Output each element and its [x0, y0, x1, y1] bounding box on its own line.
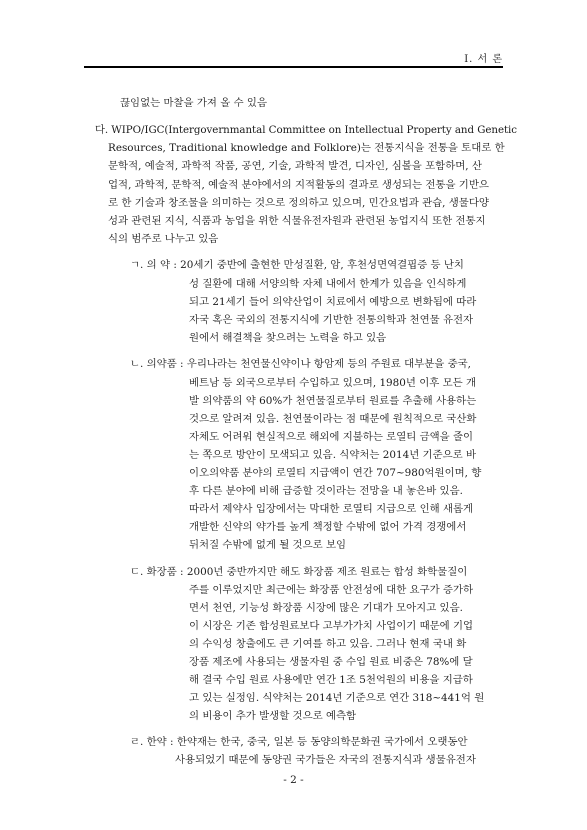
item-cosmetics-line: ㄷ. 화장품 : 2000년 중반까지만 해도 화장품 제조 원료는 합성 화학물질이 — [130, 566, 468, 578]
item-pharma-line: 발 의약품의 약 60%가 천연물질로부터 원료를 추출해 사용하는 — [189, 395, 477, 407]
section-da-line: Resources, Traditional knowledge and Folklore)는 전통지식을 전통을 토대로 한 — [108, 142, 505, 154]
item-pharma-line: 이오의약품 분야의 로열티 지급액이 연간 707~980억원이며, 향 — [189, 467, 482, 479]
section-da-line: 업적, 과학적, 문학적, 예술적 분야에서의 지적활동의 결과로 생성되는 전통을 기반으 — [108, 179, 489, 191]
section-da-line: 성과 관련된 지식, 식품과 농업을 위한 식물유전자원과 관련된 농업지식 또한 전통지 — [108, 215, 486, 227]
item-pharma-line: 는 쪽으로 방안이 모색되고 있음. 식약처는 2014년 기준으로 바 — [189, 449, 477, 461]
item-cosmetics-line: 고 있는 실정임. 식약처는 2014년 기준으로 연간 318~441억 원 — [189, 692, 485, 704]
item-pharma-line: 뒤처질 수밖에 없게 될 것으로 보임 — [189, 539, 347, 551]
item-herbal-line: 사용되었기 때문에 동양권 국가들은 자국의 전통지식과 생물유전자 — [175, 754, 476, 766]
item-pharma-line: 것으로 알려져 있음. 천연물이라는 점 때문에 원칙적으로 국산화 — [189, 413, 477, 425]
section-da-line: 로 한 기술과 창조물을 의미하는 것으로 정의하고 있으며, 민간요법과 관습, 생물다양 — [108, 197, 489, 209]
header-rule — [84, 66, 503, 68]
item-cosmetics-line: 장품 제조에 사용되는 생물자원 중 수입 원료 비중은 78%에 달 — [189, 656, 473, 668]
item-cosmetics-line: 주를 이루었지만 최근에는 화장품 안전성에 대한 요구가 증가하 — [189, 584, 474, 596]
item-medicine-line: 원에서 해결책을 찾으려는 노력을 하고 있음 — [189, 332, 387, 344]
section-da-line: 문학적, 예술적, 과학적 작품, 공연, 기술, 과학적 발견, 디자인, 심볼을 포함하며, 산 — [108, 160, 482, 172]
section-da-line: 식의 범주로 나누고 있음 — [108, 233, 219, 245]
item-cosmetics-line: 의 수익성 창출에도 큰 기여를 하고 있음. 그러나 현재 국내 화 — [189, 638, 467, 650]
item-pharma-line: 자체도 어려워 현실적으로 해외에 지불하는 로열티 금액을 줄이 — [189, 431, 474, 443]
item-cosmetics-line: 의 비용이 추가 발생할 것으로 예측함 — [189, 710, 357, 722]
section-da-line: 다. WIPO/IGC(Intergovernmantal Committee on Intellectual Property and Genetic — [95, 124, 517, 136]
item-medicine-line: 자국 혹은 국외의 전통지식에 기반한 전통의학과 천연물 유전자 — [189, 314, 474, 326]
item-medicine-line: 되고 21세기 들어 의약산업이 치료에서 예방으로 변화됨에 따라 — [189, 296, 477, 308]
item-pharma-line: 개발한 신약의 약가를 높게 책정할 수밖에 없어 가격 경쟁에서 — [189, 521, 467, 533]
item-pharma-line: 후 다른 분야에 비해 급증할 것이라는 전망을 내 놓은바 있음. — [189, 485, 463, 497]
page-number: - 2 - — [283, 774, 304, 786]
intro-tail-line: 끊임없는 마찰을 가져 올 수 있음 — [120, 97, 267, 109]
item-herbal-line: ㄹ. 한약 : 한약재는 한국, 중국, 일본 등 동양의학문화권 국가에서 오랫동안 — [130, 736, 468, 748]
item-pharma-line: ㄴ. 의약품 : 우리나라는 천연물신약이나 항암제 등의 주원료 대부분을 중국, — [130, 358, 471, 370]
item-cosmetics-line: 면서 천연, 기능성 화장품 시장에 많은 기대가 모아지고 있음. — [189, 602, 463, 614]
item-cosmetics-line: 해 결국 수입 원료 사용에만 연간 1조 5천억원의 비용을 지급하 — [189, 674, 473, 686]
chapter-title: I. 서 론 — [464, 54, 503, 65]
item-pharma-line: 따라서 제약사 입장에서는 막대한 로열티 지급으로 인해 새롭게 — [189, 503, 474, 515]
item-medicine-line: ㄱ. 의 약 : 20세기 중반에 출현한 만성질환, 암, 후천성면역결핍증 등 난치 — [130, 259, 464, 271]
item-pharma-line: 베트남 등 외국으로부터 수입하고 있으며, 1980년 이후 모든 개 — [189, 377, 477, 389]
item-medicine-line: 성 질환에 대해 서양의학 자체 내에서 한계가 있음을 인식하게 — [189, 278, 467, 290]
item-cosmetics-line: 이 시장은 기존 합성원료보다 고부가가치 사업이기 때문에 기업 — [189, 620, 474, 632]
page-header — [0, 0, 587, 70]
